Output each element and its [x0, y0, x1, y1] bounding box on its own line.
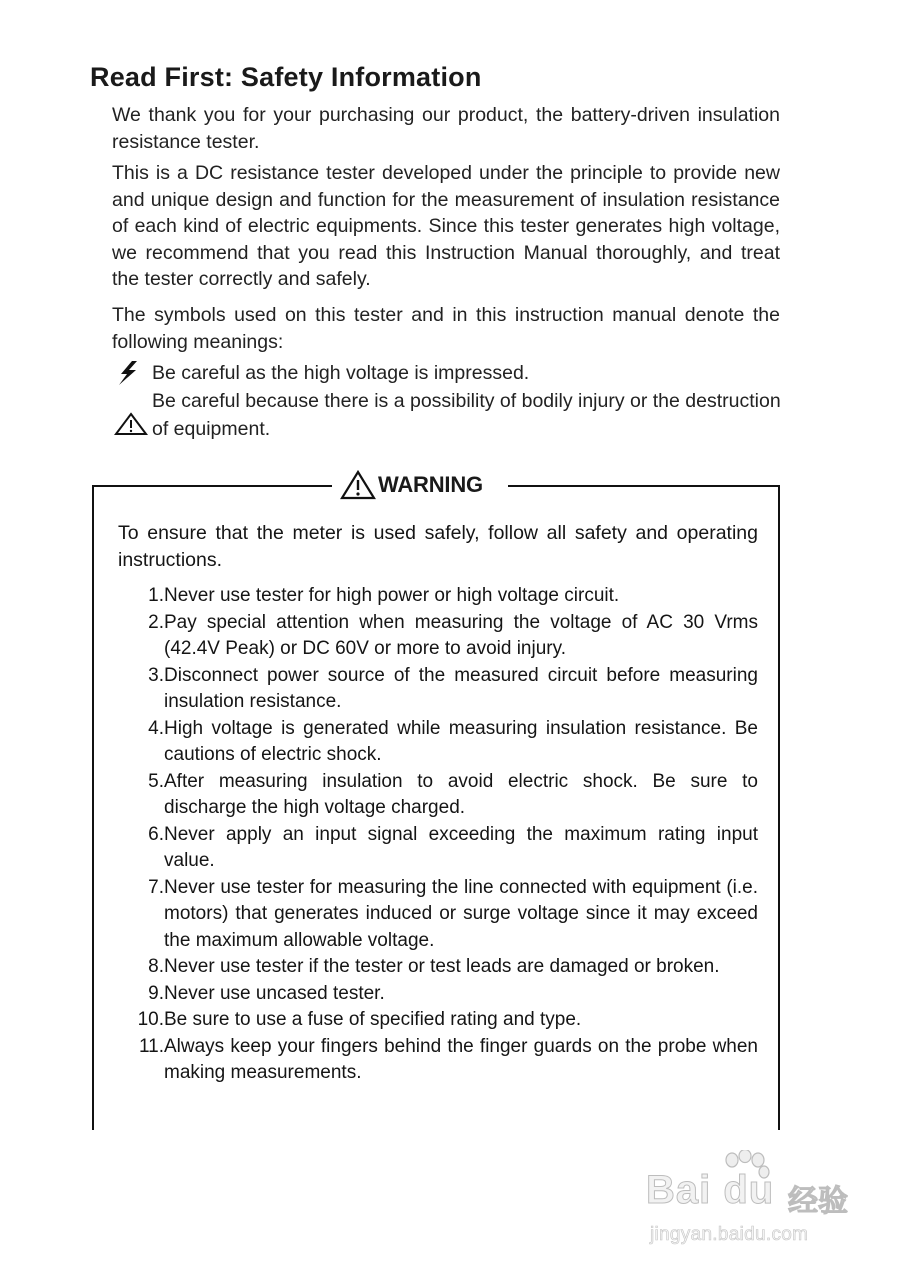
- list-item: [118, 716, 758, 769]
- list-item-number: 7.: [148, 876, 164, 898]
- list-item-text: Never apply an input signal exceeding the maximum rating input value.: [164, 823, 758, 871]
- list-item-text: After measuring insulation to avoid electric shock. Be sure to discharge the high voltage charged.: [164, 770, 758, 818]
- list-item-number: 8.: [148, 956, 164, 977]
- intro-paragraph-1: We thank you for your purchasing our product, the battery-driven insulation resistance tester.: [112, 104, 780, 153]
- watermark-brand: Bai du: [646, 1168, 775, 1212]
- warning-box-top-left-border: [92, 485, 332, 487]
- warning-box-left-border: [92, 485, 94, 1130]
- list-item: [118, 610, 758, 663]
- warning-box-right-border: [778, 485, 780, 1130]
- warning-heading-text: WARNING: [378, 472, 483, 497]
- lightning-bolt-icon: [117, 361, 139, 385]
- list-item-text: High voltage is generated while measuring insulation resistance. Be cautions of electric shock.: [164, 717, 758, 765]
- list-item-text: Disconnect power source of the measured circuit before measuring insulation resistance.: [164, 664, 758, 712]
- list-item: [118, 1034, 758, 1087]
- list-item: [118, 1007, 758, 1034]
- list-item: [118, 954, 758, 981]
- symbol-high-voltage-text: Be careful as the high voltage is impressed.: [152, 362, 530, 384]
- warning-intro: To ensure that the meter is used safely, follow all safety and operating instructions.: [118, 522, 758, 571]
- intro-paragraph-2: This is a DC resistance tester developed under the principle to provide new and unique design and function for the measurement of insulation resistance of each kind of electric equipments. Since this tester generates high voltage, we recommend that you read this Instruction Manual thoroughly, and treat the tester correctly and safely.: [112, 162, 780, 290]
- list-item-number: 4.: [148, 717, 164, 739]
- list-item-text: Be sure to use a fuse of specified rating and type.: [164, 1009, 582, 1030]
- list-item-number: 5.: [148, 770, 164, 792]
- list-item-text: Always keep your fingers behind the finger guards on the probe when making measurements.: [164, 1035, 758, 1083]
- list-item: [118, 822, 758, 875]
- warning-triangle-icon: [340, 470, 376, 500]
- warning-triangle-icon: [114, 412, 148, 436]
- warning-box-top-right-border: [508, 485, 780, 487]
- list-item-text: Never use tester for measuring the line connected with equipment (i.e. motors) that generates induced or surge voltage since it may exceed the maximum allowable voltage.: [164, 876, 758, 951]
- baidu-watermark: [646, 1150, 856, 1270]
- warning-list: [118, 583, 758, 1087]
- list-item-number: 6.: [148, 823, 164, 845]
- list-item-text: Pay special attention when measuring the voltage of AC 30 Vrms (42.4V Peak) or DC 60V or more to avoid injury.: [164, 611, 758, 659]
- watermark-cn: 经验: [788, 1185, 848, 1218]
- list-item-number: 2.: [148, 611, 164, 633]
- list-item-text: Never use tester for high power or high voltage circuit.: [164, 585, 620, 606]
- list-item-number: 9.: [148, 982, 164, 1004]
- watermark-url: jingyan.baidu.com: [650, 1224, 809, 1245]
- list-item-number: 1.: [148, 585, 164, 606]
- list-item: [118, 663, 758, 716]
- intro-paragraph-3: The symbols used on this tester and in this instruction manual denote the following meanings:: [112, 304, 780, 353]
- warning-heading: [340, 468, 483, 502]
- list-item-number: 11.: [138, 1035, 164, 1057]
- list-item: [118, 875, 758, 955]
- list-item-number: 3.: [148, 664, 164, 686]
- list-item: [118, 583, 758, 610]
- list-item: [118, 769, 758, 822]
- list-item-number: 10.: [137, 1009, 164, 1030]
- list-item-text: Never use uncased tester.: [164, 982, 385, 1004]
- symbol-caution-text: Be careful because there is a possibility of bodily injury or the destruction of equipment.: [152, 390, 781, 440]
- list-item: [118, 981, 758, 1008]
- list-item-text: Never use tester if the tester or test leads are damaged or broken.: [164, 956, 720, 977]
- page-title: Read First: Safety Information: [90, 62, 482, 92]
